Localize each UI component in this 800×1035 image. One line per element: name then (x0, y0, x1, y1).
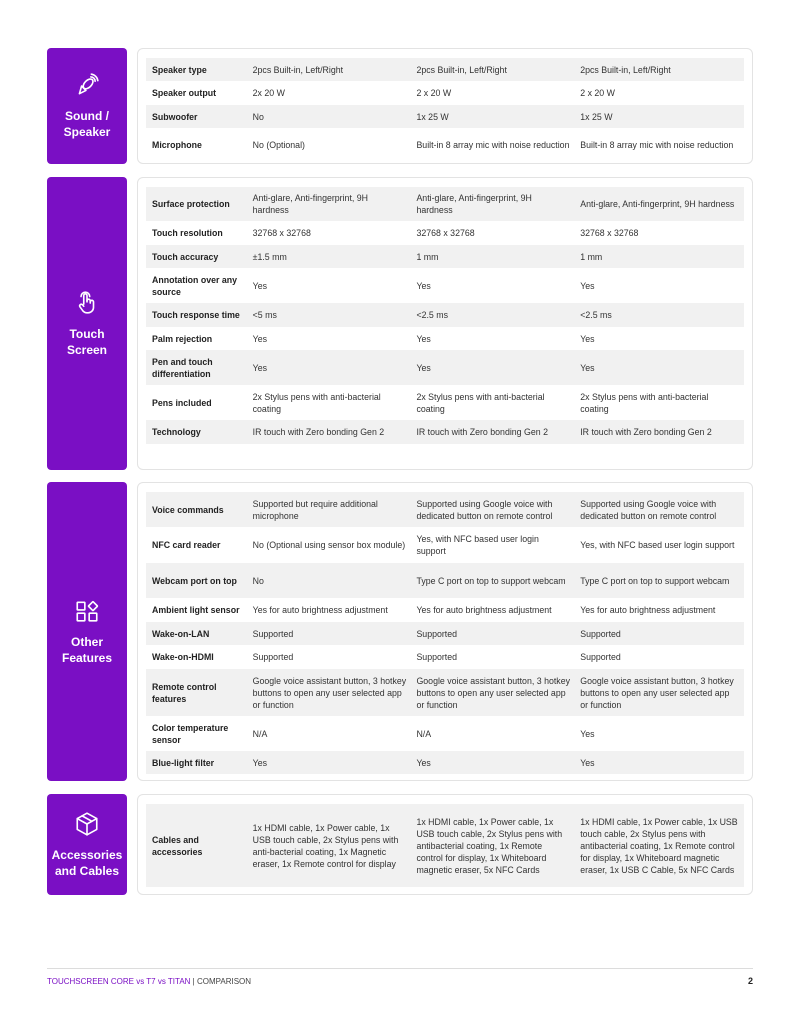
value-core: ±1.5 mm (252, 251, 287, 262)
value-t7: Yes (416, 333, 431, 344)
page-footer (47, 968, 753, 986)
value-titan: Yes (580, 362, 595, 373)
value-titan: Built-in 8 array mic with noise reduction (580, 140, 734, 150)
row-label: Remote control features (152, 681, 217, 704)
table-row (146, 81, 744, 105)
value-core: Yes (252, 280, 267, 291)
table-row (146, 645, 744, 669)
value-titan: Type C port on top to support webcam (580, 575, 730, 586)
table-row (146, 221, 744, 245)
value-t7: Anti-glare, Anti-fingerprint, 9H hardness (416, 193, 532, 215)
value-core: <5 ms (252, 310, 277, 320)
touch-hand-icon (74, 290, 100, 316)
value-core: No (252, 111, 264, 122)
value-t7: 32768 x 32768 (416, 228, 475, 238)
table-row (146, 350, 744, 385)
section-title: Accessories and Cables (51, 847, 123, 878)
section-title: Touch Screen (66, 326, 108, 357)
table-row (146, 622, 744, 645)
row-label: Color temperature sensor (152, 722, 229, 745)
value-t7: Supported (416, 652, 458, 662)
row-label: Palm rejection (152, 333, 213, 344)
value-t7: Supported (416, 628, 458, 639)
footer-doc-type: COMPARISON (196, 976, 252, 986)
spec-table-other (137, 482, 753, 781)
value-titan: 2 x 20 W (580, 88, 615, 98)
value-titan: 1x 25 W (580, 111, 613, 122)
value-t7: Built-in 8 array mic with noise reduction (416, 140, 570, 150)
spec-table-touch (137, 177, 753, 470)
table-row (146, 105, 744, 128)
table-row (146, 420, 744, 444)
spec-table-sound (137, 48, 753, 164)
section-other-features (47, 482, 753, 781)
table-row (146, 385, 744, 420)
value-titan: Yes (580, 757, 595, 768)
value-core: Yes (252, 757, 267, 768)
row-label: Touch response time (152, 310, 240, 320)
value-core: Supported but require additional microphone (252, 498, 378, 521)
row-label: Touch accuracy (152, 251, 219, 262)
speaker-icon (74, 72, 100, 98)
table-row (146, 327, 744, 350)
value-core: N/A (252, 728, 268, 739)
table-row (146, 804, 744, 887)
value-titan: IR touch with Zero bonding Gen 2 (580, 427, 712, 437)
value-titan: 1 mm (580, 251, 603, 262)
value-t7: Yes (416, 280, 431, 291)
value-core: Anti-glare, Anti-fingerprint, 9H hardness (252, 193, 369, 215)
row-label: Pen and touch differentiation (152, 356, 213, 379)
section-touch-screen (47, 177, 753, 470)
row-label: Cables and accessories (152, 834, 203, 857)
value-core: 2x 20 W (252, 88, 285, 98)
value-titan: Supported (580, 652, 621, 662)
table-row (146, 751, 744, 774)
value-titan: <2.5 ms (580, 310, 612, 320)
table-row (146, 245, 744, 268)
value-titan: Supported using Google voice with dedicated button on remote control (580, 498, 717, 521)
table-row (146, 716, 744, 751)
value-titan: Anti-glare, Anti-fingerprint, 9H hardness (580, 199, 735, 209)
section-header-other-features (47, 482, 127, 781)
value-t7: Supported using Google voice with dedicated button on remote control (416, 498, 553, 521)
value-t7: 1x 25 W (416, 111, 449, 122)
value-t7: IR touch with Zero bonding Gen 2 (416, 427, 548, 437)
value-core: 2pcs Built-in, Left/Right (252, 64, 344, 75)
row-label: Surface protection (152, 199, 230, 209)
section-header-accessories-cables (47, 794, 127, 895)
value-core: 2x Stylus pens with anti-bacterial coating (252, 391, 381, 414)
value-core: 32768 x 32768 (252, 228, 311, 238)
value-t7: 2pcs Built-in, Left/Right (416, 64, 507, 75)
value-core: No (Optional) (252, 140, 305, 150)
table-row (146, 128, 744, 162)
value-t7: 1 mm (416, 251, 439, 262)
value-t7: Google voice assistant button, 3 hotkey buttons to open any user selected app or function (416, 675, 570, 710)
value-core: No (252, 575, 264, 586)
row-label: Annotation over any source (152, 274, 238, 297)
row-label: NFC card reader (152, 540, 221, 550)
value-titan: 32768 x 32768 (580, 228, 639, 238)
value-t7: <2.5 ms (416, 310, 448, 320)
value-titan: Supported (580, 628, 621, 639)
table-row (146, 527, 744, 563)
table-row (146, 492, 744, 527)
row-label: Speaker output (152, 88, 217, 98)
box-icon (74, 811, 100, 837)
value-core: Yes for auto brightness adjustment (252, 605, 388, 615)
value-titan: 2pcs Built-in, Left/Right (580, 64, 671, 75)
value-titan: 2x Stylus pens with anti-bacterial coating (580, 391, 709, 414)
table-row (146, 669, 744, 716)
value-t7: Yes (416, 362, 431, 373)
section-sound-speaker (47, 48, 753, 164)
table-row (146, 268, 744, 303)
table-row (146, 303, 744, 327)
value-titan: Yes, with NFC based user login support (580, 540, 735, 550)
value-core: 1x HDMI cable, 1x Power cable, 1x USB touch cable, 2x Stylus pens with anti-bacterial coating, 1x Magnetic eraser, 1x Remote control for display (252, 822, 399, 869)
row-label: Speaker type (152, 64, 207, 75)
table-row (146, 187, 744, 221)
apps-grid-icon (74, 598, 100, 624)
value-core: No (Optional using sensor box module) (252, 540, 406, 550)
value-titan: 1x HDMI cable, 1x Power cable, 1x USB touch cable, 2x Stylus pens with antibacterial coating, 1x Remote control for display, 1x Whiteboard magnetic eraser, 1x USB C Cable, 5x NFC Cards (580, 816, 738, 875)
footer-separator: | (190, 976, 197, 986)
value-t7: 1x HDMI cable, 1x Power cable, 1x USB touch cable, 2x Stylus pens with antibacterial coating, 1x Remote control for display, 1x Whiteboard magnetic eraser, 5x NFC Cards (416, 816, 563, 875)
value-titan: Yes (580, 280, 595, 291)
value-t7: 2 x 20 W (416, 88, 452, 98)
row-label: Pens included (152, 397, 212, 408)
value-titan: Google voice assistant button, 3 hotkey buttons to open any user selected app or function (580, 675, 734, 710)
row-label: Subwoofer (152, 111, 198, 122)
row-label: Webcam port on top (152, 575, 237, 586)
value-t7: N/A (416, 728, 432, 739)
value-titan: Yes for auto brightness adjustment (580, 605, 716, 615)
value-core: Supported (252, 652, 294, 662)
value-t7: Type C port on top to support webcam (416, 575, 566, 586)
value-core: Supported (252, 628, 294, 639)
page-number: 2 (747, 976, 753, 986)
section-title: Sound / Speaker (63, 109, 111, 139)
value-t7: Yes for auto brightness adjustment (416, 605, 552, 615)
footer-brand: TOUCHSCREEN CORE vs T7 vs TITAN (47, 976, 191, 986)
value-core: IR touch with Zero bonding Gen 2 (252, 427, 385, 437)
row-label: Voice commands (152, 504, 224, 515)
row-label: Wake-on-HDMI (152, 652, 214, 662)
row-label: Wake-on-LAN (152, 628, 210, 639)
row-label: Blue-light filter (152, 757, 215, 768)
value-core: Google voice assistant button, 3 hotkey buttons to open any user selected app or function (252, 675, 407, 710)
value-t7: Yes, with NFC based user login support (416, 534, 539, 556)
table-row (146, 58, 744, 81)
table-row (146, 563, 744, 598)
row-label: Touch resolution (152, 228, 223, 238)
value-core: Yes (252, 333, 267, 344)
section-accessories-cables (47, 794, 753, 895)
value-t7: 2x Stylus pens with anti-bacterial coating (416, 391, 545, 414)
value-titan: Yes (580, 333, 595, 344)
footer-title (47, 977, 251, 986)
section-title: Other Features (61, 634, 113, 665)
spec-table-accessories (137, 794, 753, 895)
value-core: Yes (252, 362, 267, 373)
row-label: Technology (152, 427, 201, 437)
section-header-touch-screen (47, 177, 127, 470)
row-label: Microphone (152, 140, 202, 150)
row-label: Ambient light sensor (152, 605, 240, 615)
value-t7: Yes (416, 757, 431, 768)
table-row (146, 598, 744, 622)
value-titan: Yes (580, 728, 595, 739)
section-header-sound-speaker (47, 48, 127, 164)
